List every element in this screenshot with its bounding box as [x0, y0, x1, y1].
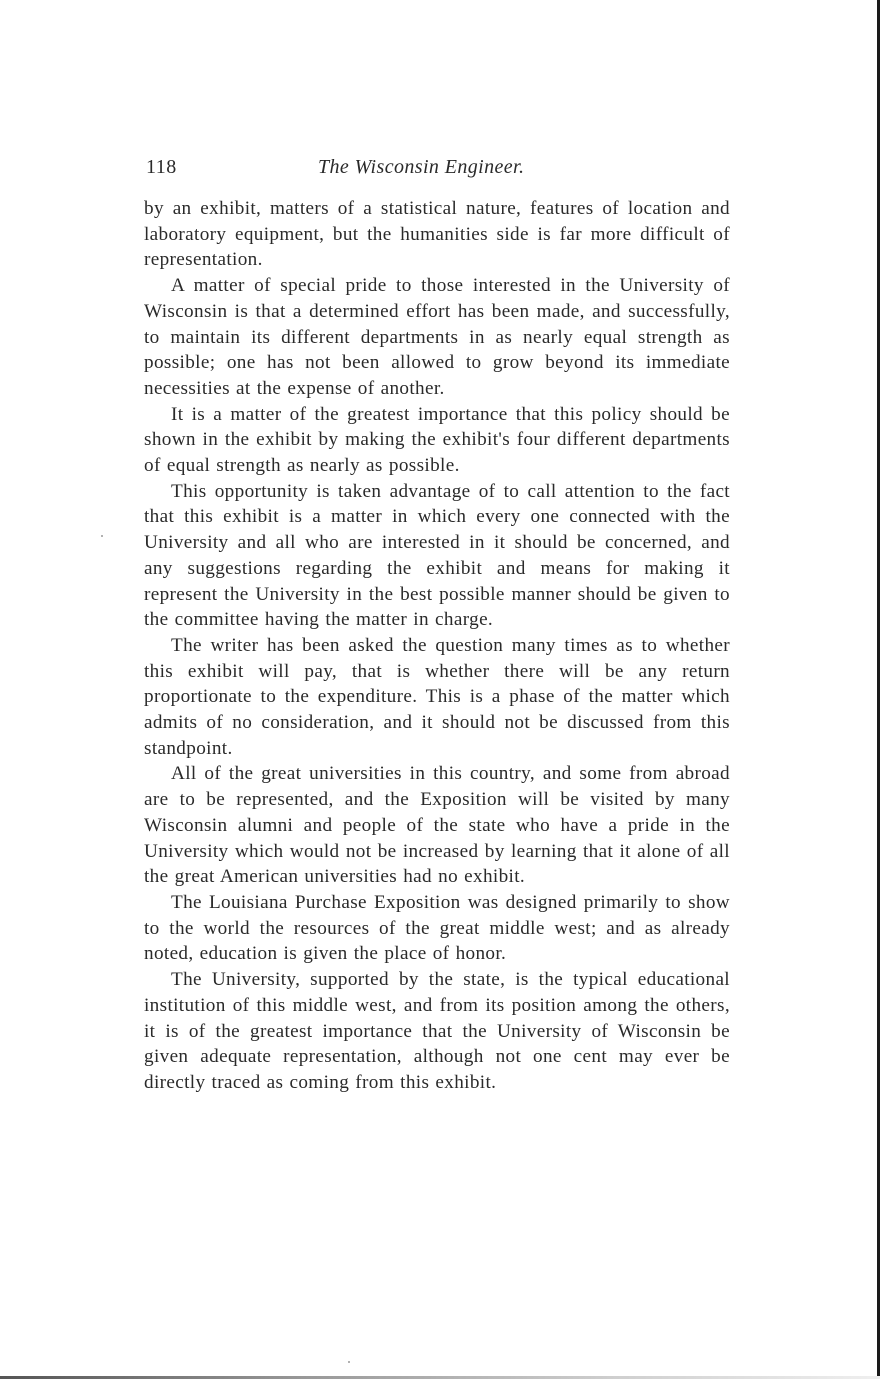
paragraph-2: A matter of special pride to those interested in the University of Wisconsin is that a determined effort has been made, and successfully, to maintain its different departments in as nearly equal strength as possible; one has not been allowed to grow beyond its immediate necessities at the expense of another.	[144, 275, 730, 399]
page-number: 118	[146, 156, 177, 178]
running-head	[146, 156, 730, 182]
paragraph-7: The Louisiana Purchase Exposition was designed primarily to show to the world the resources of the great middle west; and as already noted, education is given the place of honor.	[144, 891, 730, 965]
paper-speck	[348, 1361, 350, 1363]
paragraph-1: by an exhibit, matters of a statistical nature, features of location and laboratory equipment, but the humanities side is far more difficult of representation.	[144, 198, 730, 271]
journal-title: The Wisconsin Engineer.	[318, 156, 525, 178]
paper-speck	[101, 535, 103, 537]
paragraph-4: This opportunity is taken advantage of to call attention to the fact that this exhibit is a matter in which every one connected with the University and all who are interested in it should be concerned, and any suggestions regarding the exhibit and means for making it represent the University in the best possible manner should be given to the committee having the matter in charge.	[144, 480, 730, 631]
paragraph-3: It is a matter of the greatest importance that this policy should be shown in the exhibit by making the exhibit's four different departments of equal strength as nearly as possible.	[144, 403, 730, 477]
paragraph-8: The University, supported by the state, is the typical educational institution of this middle west, and from its position among the others, it is of the greatest importance that the University of Wisconsin be given adequate representation, although not one cent may ever be directly traced as coming from this exhibit.	[144, 969, 730, 1093]
article-body	[144, 196, 730, 1226]
paragraph-5: The writer has been asked the question many times as to whether this exhibit will pay, that is whether there will be any return proportionate to the expenditure. This is a phase of the matter which admits of no consideration, and it should not be discussed from this standpoint.	[144, 634, 730, 759]
paragraph-6: All of the great universities in this country, and some from abroad are to be represented, and the Exposition will be visited by many Wisconsin alumni and people of the state who have a pride in the University which would not be increased by learning that it alone of all the great American universities had no exhibit.	[144, 763, 730, 888]
